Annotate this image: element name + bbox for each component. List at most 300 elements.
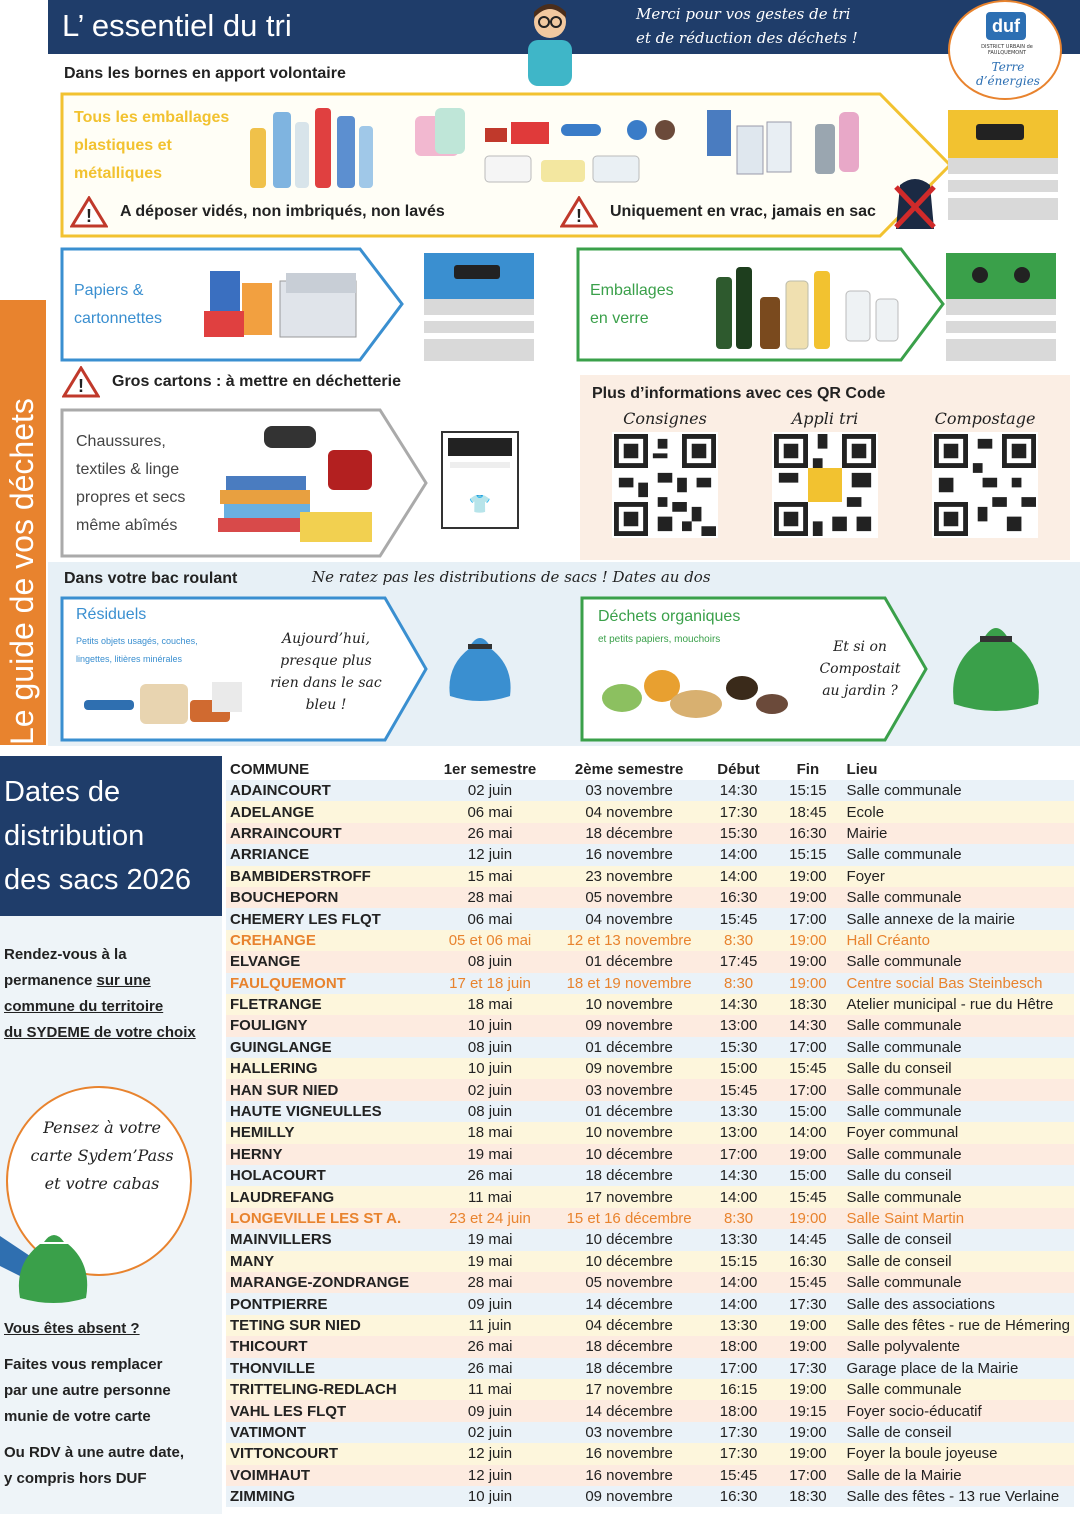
cell-debut: 17:45 bbox=[704, 951, 773, 972]
cell-fin: 18:45 bbox=[773, 801, 842, 822]
textiles-label: Chaussures, textiles & linge propres et secs même abîmés bbox=[76, 433, 186, 534]
cell-fin: 19:00 bbox=[773, 930, 842, 951]
cell-fin: 18:30 bbox=[773, 994, 842, 1015]
qr-title: Plus d’informations avec ces QR Code bbox=[592, 385, 886, 402]
cell-semestre-1: 08 juin bbox=[426, 1101, 555, 1122]
table-row bbox=[226, 994, 1074, 1015]
cell-semestre-1: 02 juin bbox=[426, 1422, 555, 1443]
cell-lieu: Salle communale bbox=[843, 1272, 1074, 1293]
cell-semestre-2: 10 décembre bbox=[554, 1251, 703, 1272]
cell-debut: 17:30 bbox=[704, 1422, 773, 1443]
cell-fin: 15:00 bbox=[773, 1165, 842, 1186]
cell-semestre-1: 10 juin bbox=[426, 1486, 555, 1507]
cell-semestre-2: 10 décembre bbox=[554, 1144, 703, 1165]
cell-commune: BAMBIDERSTROFF bbox=[226, 866, 426, 887]
cell-semestre-2: 15 et 16 décembre bbox=[554, 1208, 703, 1229]
cell-semestre-2: 01 décembre bbox=[554, 1101, 703, 1122]
cell-lieu: Salle du conseil bbox=[843, 1165, 1074, 1186]
cell-lieu: Ecole bbox=[843, 801, 1074, 822]
cell-lieu: Foyer communal bbox=[843, 1122, 1074, 1143]
cell-semestre-2: 04 novembre bbox=[554, 908, 703, 929]
cell-commune: HOLACOURT bbox=[226, 1165, 426, 1186]
table-row bbox=[226, 1058, 1074, 1079]
qr-consignes[interactable]: Consignes bbox=[600, 409, 730, 542]
cell-commune: HAUTE VIGNEULLES bbox=[226, 1101, 426, 1122]
cell-fin: 18:30 bbox=[773, 1486, 842, 1507]
cell-debut: 8:30 bbox=[704, 1208, 773, 1229]
cell-fin: 17:00 bbox=[773, 908, 842, 929]
textile-bin-icon bbox=[440, 430, 520, 530]
bornes-label: Dans les bornes en apport volontaire bbox=[64, 65, 346, 82]
table-row bbox=[226, 1122, 1074, 1143]
cell-debut: 17:30 bbox=[704, 801, 773, 822]
residuels-subtitle: Petits objets usagés, couches, lingettes, litières minérales bbox=[76, 636, 198, 664]
table-row bbox=[226, 973, 1074, 994]
cell-semestre-2: 05 novembre bbox=[554, 1272, 703, 1293]
table-row bbox=[226, 1400, 1074, 1421]
cell-debut: 14:30 bbox=[704, 1165, 773, 1186]
table-row bbox=[226, 1208, 1074, 1229]
cell-debut: 15:00 bbox=[704, 1058, 773, 1079]
table-row bbox=[226, 930, 1074, 951]
cell-semestre-2: 10 novembre bbox=[554, 1122, 703, 1143]
cell-fin: 19:00 bbox=[773, 1144, 842, 1165]
table-row bbox=[226, 823, 1074, 844]
dates-info-panel bbox=[0, 916, 222, 1514]
cell-semestre-2: 03 novembre bbox=[554, 780, 703, 801]
table-row bbox=[226, 1037, 1074, 1058]
panel-verre bbox=[576, 247, 946, 362]
cell-commune: MARANGE-ZONDRANGE bbox=[226, 1272, 426, 1293]
qr-section bbox=[580, 375, 1070, 560]
cell-semestre-1: 28 mai bbox=[426, 1272, 555, 1293]
cell-debut: 16:15 bbox=[704, 1379, 773, 1400]
cell-debut: 16:30 bbox=[704, 887, 773, 908]
cell-fin: 16:30 bbox=[773, 1251, 842, 1272]
table-row bbox=[226, 801, 1074, 822]
cell-semestre-2: 18 décembre bbox=[554, 1165, 703, 1186]
cell-semestre-1: 06 mai bbox=[426, 908, 555, 929]
green-bin-icon bbox=[946, 253, 1056, 361]
cell-fin: 19:00 bbox=[773, 887, 842, 908]
cell-lieu: Salle des fêtes - 13 rue Verlaine bbox=[843, 1486, 1074, 1507]
table-row bbox=[226, 1272, 1074, 1293]
cell-semestre-2: 17 novembre bbox=[554, 1379, 703, 1400]
cell-commune: ELVANGE bbox=[226, 951, 426, 972]
cell-debut: 8:30 bbox=[704, 930, 773, 951]
cell-fin: 15:45 bbox=[773, 1186, 842, 1207]
cell-semestre-1: 09 juin bbox=[426, 1293, 555, 1314]
verre-illustration bbox=[706, 257, 906, 353]
cell-debut: 15:45 bbox=[704, 1079, 773, 1100]
cell-semestre-2: 04 novembre bbox=[554, 801, 703, 822]
cell-lieu: Salle polyvalente bbox=[843, 1336, 1074, 1357]
merci-text: Merci pour vos gestes de tri et de réduction des déchets ! bbox=[636, 5, 858, 47]
cell-commune: HAN SUR NIED bbox=[226, 1079, 426, 1100]
cell-debut: 13:30 bbox=[704, 1229, 773, 1250]
cell-commune: HEMILLY bbox=[226, 1122, 426, 1143]
residuels-hand: Aujourd’hui, presque plus rien dans le sac bleu ! bbox=[270, 631, 382, 713]
cell-semestre-2: 09 novembre bbox=[554, 1058, 703, 1079]
table-row bbox=[226, 1101, 1074, 1122]
cell-semestre-2: 16 novembre bbox=[554, 844, 703, 865]
cell-fin: 14:45 bbox=[773, 1229, 842, 1250]
cell-fin: 14:00 bbox=[773, 1122, 842, 1143]
cell-commune: ZIMMING bbox=[226, 1486, 426, 1507]
cell-commune: VAHL LES FLQT bbox=[226, 1400, 426, 1421]
cell-lieu: Centre social Bas Steinbesch bbox=[843, 973, 1074, 994]
emballages-illustration bbox=[245, 98, 865, 194]
cell-debut: 15:15 bbox=[704, 1251, 773, 1272]
green-bag-icon bbox=[944, 614, 1048, 714]
panel-organiques bbox=[580, 596, 930, 742]
cell-fin: 17:30 bbox=[773, 1293, 842, 1314]
table-row bbox=[226, 866, 1074, 887]
bac-note: Ne ratez pas les distributions de sacs ! Dates au dos bbox=[312, 568, 711, 586]
table-row bbox=[226, 1358, 1074, 1379]
page-title: L’ essentiel du tri bbox=[62, 8, 292, 43]
cell-debut: 16:30 bbox=[704, 1486, 773, 1507]
table-row bbox=[226, 1336, 1074, 1357]
col-fin: Fin bbox=[796, 760, 820, 778]
cell-semestre-1: 05 et 06 mai bbox=[426, 930, 555, 951]
cell-semestre-2: 18 et 19 novembre bbox=[554, 973, 703, 994]
cell-semestre-1: 23 et 24 juin bbox=[426, 1208, 555, 1229]
cell-commune: ADAINCOURT bbox=[226, 780, 426, 801]
cell-semestre-2: 01 décembre bbox=[554, 1037, 703, 1058]
cell-commune: ADELANGE bbox=[226, 801, 426, 822]
cell-lieu: Foyer bbox=[843, 866, 1074, 887]
cell-lieu: Salle de conseil bbox=[843, 1251, 1074, 1272]
residuels-illustration bbox=[80, 670, 250, 736]
svg-text:!: ! bbox=[576, 206, 582, 226]
cell-debut: 14:00 bbox=[704, 1272, 773, 1293]
cell-fin: 19:00 bbox=[773, 1379, 842, 1400]
svg-text:👕: 👕 bbox=[468, 494, 492, 515]
qr-compostage[interactable]: Compostage bbox=[920, 409, 1050, 542]
duf-logo: duf DISTRICT URBAIN de FAULQUEMONT Terre d’énergies bbox=[948, 0, 1062, 100]
cell-lieu: Salle annexe de la mairie bbox=[843, 908, 1074, 929]
cell-semestre-1: 26 mai bbox=[426, 823, 555, 844]
cell-debut: 13:00 bbox=[704, 1122, 773, 1143]
cell-semestre-2: 01 décembre bbox=[554, 951, 703, 972]
cell-semestre-1: 19 mai bbox=[426, 1251, 555, 1272]
cell-commune: VATIMONT bbox=[226, 1422, 426, 1443]
cell-fin: 17:30 bbox=[773, 1358, 842, 1379]
cell-commune: MAINVILLERS bbox=[226, 1229, 426, 1250]
cell-semestre-2: 16 novembre bbox=[554, 1465, 703, 1486]
cell-lieu: Salle de la Mairie bbox=[843, 1465, 1074, 1486]
cell-semestre-1: 26 mai bbox=[426, 1358, 555, 1379]
table-row bbox=[226, 1465, 1074, 1486]
qr-code-icon bbox=[932, 432, 1038, 538]
cell-lieu: Salle communale bbox=[843, 1015, 1074, 1036]
cell-lieu: Garage place de la Mairie bbox=[843, 1358, 1074, 1379]
cell-semestre-1: 06 mai bbox=[426, 801, 555, 822]
col-debut: Début bbox=[717, 760, 760, 778]
table-row bbox=[226, 844, 1074, 865]
table-row bbox=[226, 908, 1074, 929]
cell-commune: ARRAINCOURT bbox=[226, 823, 426, 844]
cell-debut: 13:30 bbox=[704, 1315, 773, 1336]
blue-bin-icon bbox=[424, 253, 534, 361]
cell-lieu: Salle communale bbox=[843, 1037, 1074, 1058]
cell-debut: 17:30 bbox=[704, 1443, 773, 1464]
cell-commune: THICOURT bbox=[226, 1336, 426, 1357]
cell-lieu: Salle communale bbox=[843, 1379, 1074, 1400]
cell-fin: 19:00 bbox=[773, 1315, 842, 1336]
plastiques-label: Tous les emballages plastiques et métalliques bbox=[74, 109, 230, 182]
cell-lieu: Salle communale bbox=[843, 1079, 1074, 1100]
cell-lieu: Salle du conseil bbox=[843, 1058, 1074, 1079]
cell-commune: TETING SUR NIED bbox=[226, 1315, 426, 1336]
cell-semestre-1: 11 juin bbox=[426, 1315, 555, 1336]
col-commune: COMMUNE bbox=[230, 760, 310, 778]
cell-fin: 15:45 bbox=[773, 1058, 842, 1079]
cell-commune: VITTONCOURT bbox=[226, 1443, 426, 1464]
table-row bbox=[226, 1293, 1074, 1314]
cell-lieu: Hall Créanto bbox=[843, 930, 1074, 951]
cell-semestre-1: 17 et 18 juin bbox=[426, 973, 555, 994]
cell-semestre-1: 28 mai bbox=[426, 887, 555, 908]
cell-debut: 13:00 bbox=[704, 1015, 773, 1036]
cell-lieu: Salle communale bbox=[843, 887, 1074, 908]
cell-commune: FAULQUEMONT bbox=[226, 973, 426, 994]
table-row bbox=[226, 1422, 1074, 1443]
cell-commune: LAUDREFANG bbox=[226, 1186, 426, 1207]
cell-lieu: Salle des associations bbox=[843, 1293, 1074, 1314]
cell-commune: VOIMHAUT bbox=[226, 1465, 426, 1486]
warning-icon bbox=[70, 196, 108, 228]
organiques-illustration bbox=[596, 658, 796, 734]
cell-fin: 16:30 bbox=[773, 823, 842, 844]
sidebar-banner bbox=[0, 0, 48, 745]
cell-debut: 14:00 bbox=[704, 844, 773, 865]
cell-semestre-2: 18 décembre bbox=[554, 1358, 703, 1379]
verre-label: Emballages en verre bbox=[590, 282, 674, 327]
table-row bbox=[226, 1379, 1074, 1400]
cell-debut: 8:30 bbox=[704, 973, 773, 994]
cell-debut: 15:30 bbox=[704, 823, 773, 844]
col-semestre-2: 2ème semestre bbox=[574, 760, 684, 778]
papiers-illustration bbox=[200, 263, 360, 347]
cell-semestre-2: 09 novembre bbox=[554, 1015, 703, 1036]
cell-debut: 18:00 bbox=[704, 1400, 773, 1421]
cell-fin: 19:00 bbox=[773, 1422, 842, 1443]
papiers-label: Papiers & cartonnettes bbox=[74, 282, 163, 327]
cell-semestre-2: 18 décembre bbox=[554, 1336, 703, 1357]
cell-fin: 15:45 bbox=[773, 1272, 842, 1293]
cell-fin: 19:00 bbox=[773, 866, 842, 887]
cell-semestre-2: 12 et 13 novembre bbox=[554, 930, 703, 951]
cell-commune: FOULIGNY bbox=[226, 1015, 426, 1036]
cell-semestre-1: 18 mai bbox=[426, 1122, 555, 1143]
cell-commune: GUINGLANGE bbox=[226, 1037, 426, 1058]
cell-lieu: Salle Saint Martin bbox=[843, 1208, 1074, 1229]
panel-papiers bbox=[60, 247, 405, 362]
cell-semestre-2: 10 décembre bbox=[554, 1229, 703, 1250]
cell-debut: 13:30 bbox=[704, 1101, 773, 1122]
cell-semestre-1: 18 mai bbox=[426, 994, 555, 1015]
cell-semestre-1: 08 juin bbox=[426, 1037, 555, 1058]
cell-debut: 15:30 bbox=[704, 1037, 773, 1058]
table-row bbox=[226, 1443, 1074, 1464]
cell-semestre-2: 03 novembre bbox=[554, 1422, 703, 1443]
residuels-title: Résiduels bbox=[76, 606, 147, 623]
cell-semestre-1: 08 juin bbox=[426, 951, 555, 972]
cell-semestre-2: 10 novembre bbox=[554, 994, 703, 1015]
dates-title: Dates de distribution des sacs 2026 bbox=[0, 756, 222, 916]
cell-lieu: Salle de conseil bbox=[843, 1422, 1074, 1443]
cabas-bag-icon bbox=[0, 1216, 90, 1306]
cell-semestre-1: 12 juin bbox=[426, 1443, 555, 1464]
mascot-icon bbox=[520, 0, 580, 86]
organiques-hand: Et si on Compostait au jardin ? bbox=[819, 639, 901, 699]
cell-fin: 17:00 bbox=[773, 1037, 842, 1058]
cell-lieu: Salle communale bbox=[843, 951, 1074, 972]
table-row bbox=[226, 1015, 1074, 1036]
cell-fin: 14:30 bbox=[773, 1015, 842, 1036]
svg-text:!: ! bbox=[86, 206, 92, 226]
cell-fin: 19:00 bbox=[773, 1208, 842, 1229]
cell-debut: 14:00 bbox=[704, 1186, 773, 1207]
cell-commune: ARRIANCE bbox=[226, 844, 426, 865]
cell-fin: 19:00 bbox=[773, 973, 842, 994]
warning-icon bbox=[62, 366, 100, 398]
table-row bbox=[226, 951, 1074, 972]
cell-semestre-2: 23 novembre bbox=[554, 866, 703, 887]
cell-lieu: Atelier municipal - rue du Hêtre bbox=[843, 994, 1074, 1015]
cell-semestre-1: 11 mai bbox=[426, 1379, 555, 1400]
cell-commune: FLETRANGE bbox=[226, 994, 426, 1015]
cell-debut: 15:45 bbox=[704, 908, 773, 929]
qr-code-icon bbox=[612, 432, 718, 538]
warning-vides: ! A déposer vidés, non imbriqués, non lavés bbox=[70, 196, 445, 228]
table-row bbox=[226, 1186, 1074, 1207]
table-row bbox=[226, 1315, 1074, 1336]
cell-fin: 19:00 bbox=[773, 1443, 842, 1464]
table-row bbox=[226, 780, 1074, 801]
panel-plastiques bbox=[60, 92, 955, 238]
cell-lieu: Salle communale bbox=[843, 780, 1074, 801]
cell-debut: 14:30 bbox=[704, 780, 773, 801]
table-row bbox=[226, 1229, 1074, 1250]
cell-fin: 17:00 bbox=[773, 1079, 842, 1100]
cell-lieu: Salle communale bbox=[843, 844, 1074, 865]
cell-lieu: Salle des fêtes - rue de Hémering bbox=[843, 1315, 1074, 1336]
cell-fin: 17:00 bbox=[773, 1465, 842, 1486]
cell-semestre-1: 19 mai bbox=[426, 1229, 555, 1250]
cell-fin: 15:15 bbox=[773, 780, 842, 801]
cell-semestre-1: 02 juin bbox=[426, 780, 555, 801]
warning-icon bbox=[560, 196, 598, 228]
cell-lieu: Salle communale bbox=[843, 1186, 1074, 1207]
qr-code-icon bbox=[772, 432, 878, 538]
cell-semestre-1: 09 juin bbox=[426, 1400, 555, 1421]
cell-semestre-2: 04 décembre bbox=[554, 1315, 703, 1336]
absent-text: Vous êtes absent ? Faites vous remplacer par une autre personne munie de votre carte Ou RDV à une autre date, y compris hors DUF bbox=[4, 1320, 185, 1487]
cell-fin: 19:00 bbox=[773, 1336, 842, 1357]
cell-semestre-2: 05 novembre bbox=[554, 887, 703, 908]
panel-residuels bbox=[60, 596, 430, 742]
cell-commune: THONVILLE bbox=[226, 1358, 426, 1379]
table-row bbox=[226, 887, 1074, 908]
cell-commune: MANY bbox=[226, 1251, 426, 1272]
textiles-illustration bbox=[210, 416, 380, 550]
organiques-subtitle: et petits papiers, mouchoirs bbox=[598, 634, 721, 645]
cell-semestre-1: 10 juin bbox=[426, 1015, 555, 1036]
table-row bbox=[226, 1144, 1074, 1165]
cell-semestre-2: 09 novembre bbox=[554, 1486, 703, 1507]
cell-commune: PONTPIERRE bbox=[226, 1293, 426, 1314]
cell-debut: 17:00 bbox=[704, 1144, 773, 1165]
cell-commune: BOUCHEPORN bbox=[226, 887, 426, 908]
cell-lieu: Salle communale bbox=[843, 1101, 1074, 1122]
cell-lieu: Mairie bbox=[843, 823, 1074, 844]
cell-semestre-1: 26 mai bbox=[426, 1165, 555, 1186]
sidebar-title: Le guide de vos déchets bbox=[4, 398, 40, 745]
cell-semestre-2: 03 novembre bbox=[554, 1079, 703, 1100]
cell-lieu: Salle de conseil bbox=[843, 1229, 1074, 1250]
svg-text:!: ! bbox=[78, 376, 84, 396]
cell-semestre-1: 19 mai bbox=[426, 1144, 555, 1165]
cell-semestre-2: 16 novembre bbox=[554, 1443, 703, 1464]
cell-fin: 15:00 bbox=[773, 1101, 842, 1122]
bac-label: Dans votre bac roulant bbox=[64, 570, 238, 587]
cell-fin: 19:00 bbox=[773, 951, 842, 972]
cell-commune: HERNY bbox=[226, 1144, 426, 1165]
pensez-circle: Pensez à votre carte Sydem’Pass et votre cabas bbox=[6, 1086, 192, 1276]
cell-debut: 14:30 bbox=[704, 994, 773, 1015]
organiques-title: Déchets organiques bbox=[598, 608, 741, 625]
cell-lieu: Salle communale bbox=[843, 1144, 1074, 1165]
blue-bag-icon bbox=[440, 626, 520, 704]
cell-semestre-1: 02 juin bbox=[426, 1079, 555, 1100]
cell-commune: CREHANGE bbox=[226, 930, 426, 951]
cell-commune: LONGEVILLE LES ST A. bbox=[226, 1208, 426, 1229]
cell-semestre-1: 11 mai bbox=[426, 1186, 555, 1207]
cell-semestre-2: 14 décembre bbox=[554, 1293, 703, 1314]
col-semestre-1: 1er semestre bbox=[443, 760, 537, 778]
cell-debut: 17:00 bbox=[704, 1358, 773, 1379]
yellow-bin-icon bbox=[948, 110, 1058, 220]
cell-debut: 14:00 bbox=[704, 866, 773, 887]
table-row bbox=[226, 1486, 1074, 1507]
cell-lieu: Foyer la boule joyeuse bbox=[843, 1443, 1074, 1464]
table-row bbox=[226, 1079, 1074, 1100]
rdv-text: Rendez-vous à la permanence sur une commune du territoire du SYDEME de votre choix bbox=[4, 946, 196, 1041]
cell-debut: 18:00 bbox=[704, 1336, 773, 1357]
cell-fin: 15:15 bbox=[773, 844, 842, 865]
cell-lieu: Foyer socio-éducatif bbox=[843, 1400, 1074, 1421]
table-row bbox=[226, 1165, 1074, 1186]
cell-semestre-1: 12 juin bbox=[426, 844, 555, 865]
cell-semestre-2: 14 décembre bbox=[554, 1400, 703, 1421]
distribution-table bbox=[226, 758, 1074, 1507]
warning-vrac: ! Uniquement en vrac, jamais en sac bbox=[560, 196, 876, 228]
cell-debut: 14:00 bbox=[704, 1293, 773, 1314]
cell-semestre-1: 26 mai bbox=[426, 1336, 555, 1357]
table-row bbox=[226, 1251, 1074, 1272]
cell-semestre-1: 10 juin bbox=[426, 1058, 555, 1079]
col-lieu: Lieu bbox=[846, 760, 878, 778]
cell-semestre-2: 18 décembre bbox=[554, 823, 703, 844]
panel-textiles bbox=[60, 408, 430, 558]
warning-gros-cartons: ! Gros cartons : à mettre en déchetterie bbox=[62, 366, 401, 398]
cell-debut: 15:45 bbox=[704, 1465, 773, 1486]
qr-appli-tri[interactable]: Appli tri bbox=[760, 409, 890, 542]
cell-commune: HALLERING bbox=[226, 1058, 426, 1079]
